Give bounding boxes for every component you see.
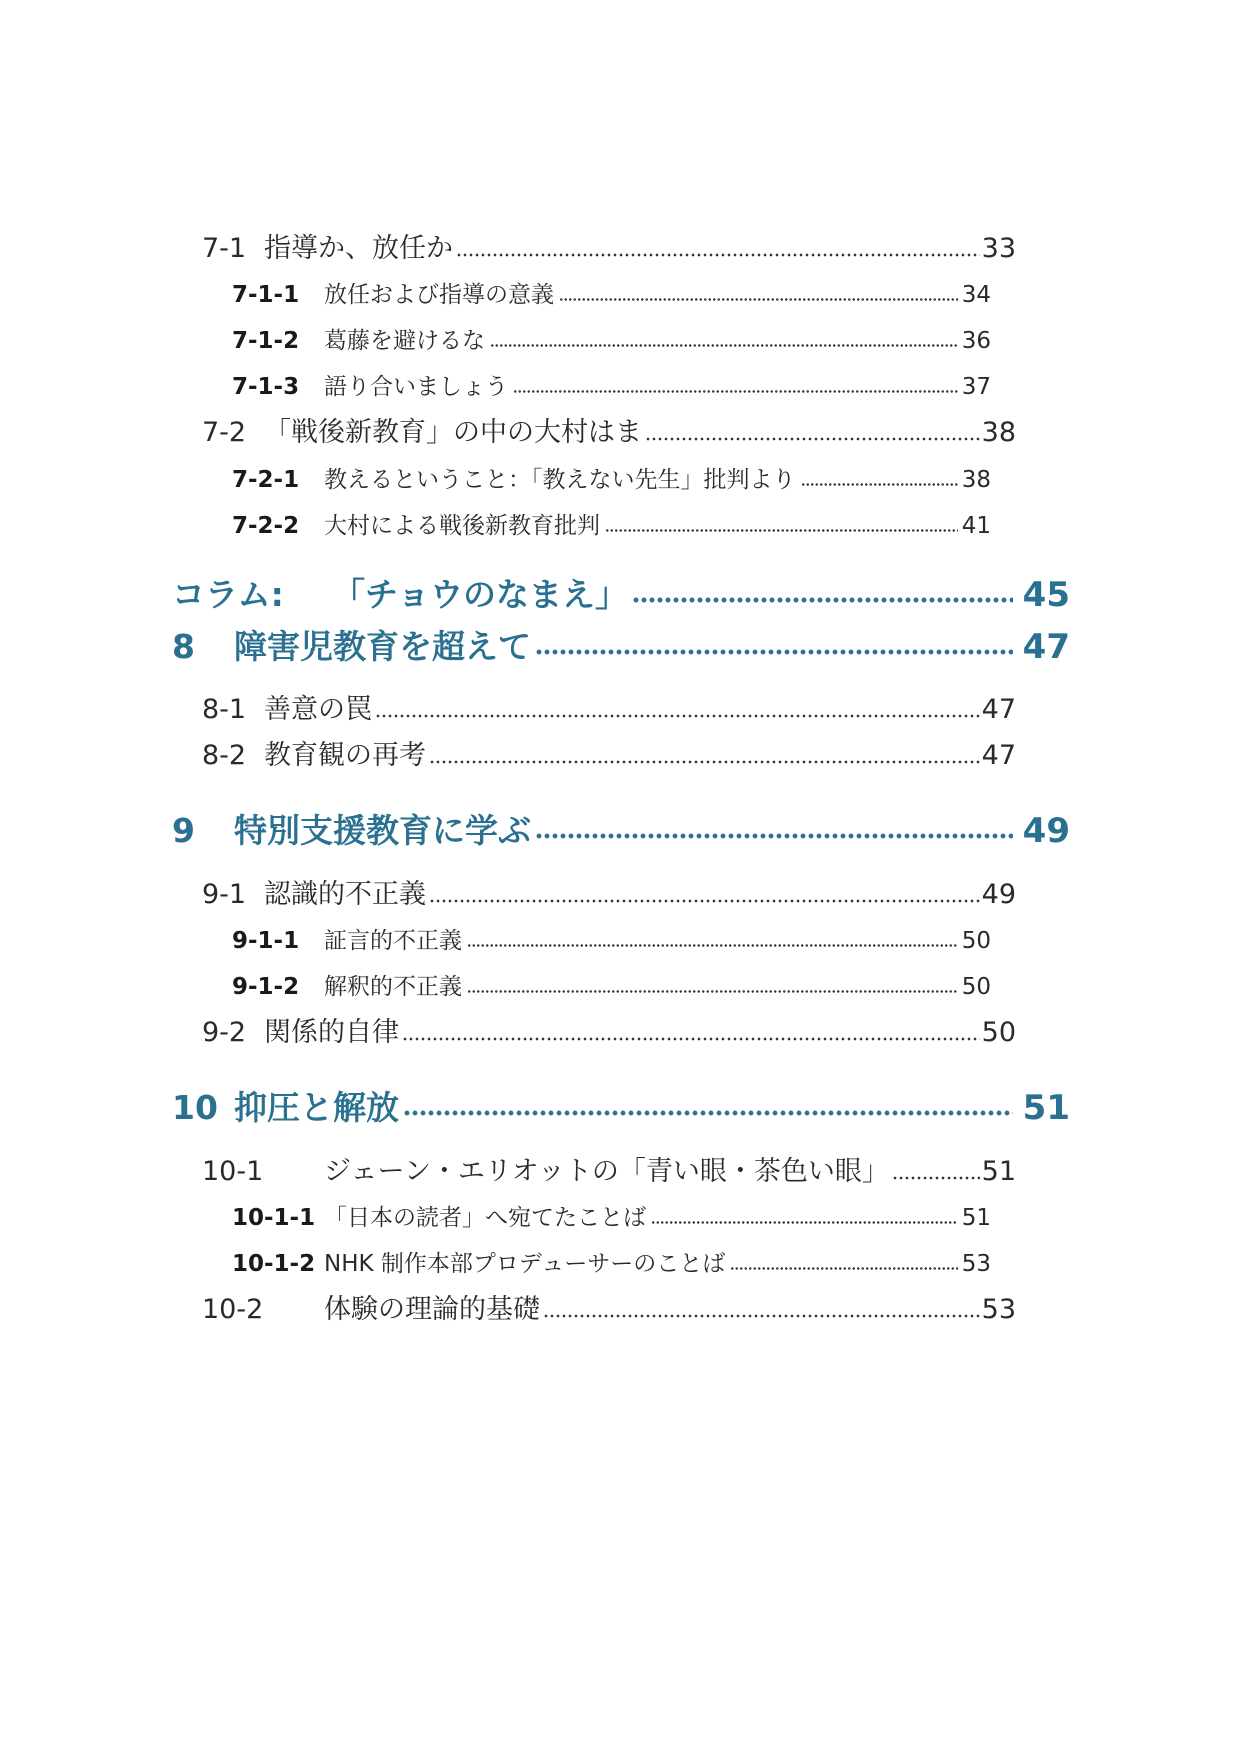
- toc-entry-7-1-2[interactable]: [232, 323, 991, 359]
- toc-entry-9-1-2[interactable]: [232, 969, 991, 1005]
- section-number: 8-2: [202, 740, 247, 771]
- dot-leader: [730, 1246, 958, 1282]
- chapter-number: 8: [172, 627, 195, 666]
- dot-leader: [467, 969, 958, 1005]
- page-number: 34: [961, 282, 991, 308]
- section-title: 教育観の再考: [264, 740, 426, 771]
- subsection-number: 9-1-1: [232, 928, 300, 954]
- section-title: 関係的自律: [264, 1017, 399, 1048]
- dot-leader: [403, 1085, 1013, 1131]
- page-number: 51: [1022, 1088, 1070, 1128]
- toc-chapter-10[interactable]: [172, 1085, 1070, 1131]
- section-title: ジェーン・エリオットの「青い眼・茶色い眼」: [324, 1156, 889, 1187]
- subsection-number: 9-1-2: [232, 974, 300, 1000]
- subsection-title: 解釈的不正義: [324, 974, 462, 1000]
- page-number: 47: [1022, 627, 1070, 667]
- dot-leader: [490, 323, 958, 359]
- dot-leader: [645, 413, 980, 453]
- page-number: 51: [981, 1156, 1016, 1187]
- page-number: 50: [961, 974, 991, 1000]
- section-number: 7-2: [202, 417, 247, 448]
- subsection-title: 「日本の読者」へ宛てたことば: [324, 1205, 646, 1231]
- subsection-title: 語り合いましょう: [324, 374, 508, 400]
- subsection-number: 7-1-3: [232, 374, 300, 400]
- section-number: 10-2: [202, 1294, 264, 1325]
- column-label: コラム:: [172, 575, 284, 614]
- subsection-number: 7-2-1: [232, 467, 300, 493]
- page-number: 38: [961, 467, 991, 493]
- section-title: 善意の罠: [264, 694, 372, 725]
- section-number: 9-1: [202, 879, 247, 910]
- toc-entry-10-2[interactable]: [202, 1290, 1016, 1330]
- page-number: 49: [1022, 811, 1070, 851]
- page-number: 47: [981, 694, 1016, 725]
- section-title: 「戦後新教育」の中の大村はま: [264, 417, 642, 448]
- dot-leader: [513, 369, 958, 405]
- page-number: 45: [1022, 575, 1070, 615]
- subsection-title: 大村による戦後新教育批判: [324, 513, 600, 539]
- page-number: 47: [981, 740, 1016, 771]
- section-title: 認識的不正義: [264, 879, 426, 910]
- page-number: 33: [981, 233, 1016, 264]
- page-number: 53: [961, 1251, 991, 1277]
- page-number: 38: [981, 417, 1016, 448]
- toc-entry-column[interactable]: [172, 572, 1070, 618]
- section-number: 9-2: [202, 1017, 247, 1048]
- page-number: 50: [961, 928, 991, 954]
- subsection-title: 証言的不正義: [324, 928, 462, 954]
- section-number: 7-1: [202, 233, 247, 264]
- subsection-number: 7-1-2: [232, 328, 300, 354]
- toc-entry-9-2[interactable]: [202, 1013, 1016, 1053]
- subsection-title: 教えるということ：「教えない先生」批判より: [324, 467, 796, 493]
- dot-leader: [535, 808, 1013, 854]
- page-number: 37: [961, 374, 991, 400]
- page-number: 49: [981, 879, 1016, 910]
- toc-entry-8-2[interactable]: [202, 736, 1016, 776]
- chapter-title: 特別支援教育に学ぶ: [234, 811, 531, 850]
- page-number: 53: [981, 1294, 1016, 1325]
- dot-leader: [559, 277, 958, 313]
- toc-entry-7-2-2[interactable]: [232, 508, 991, 544]
- page-number: 51: [961, 1205, 991, 1231]
- dot-leader: [651, 1200, 958, 1236]
- section-number: 8-1: [202, 694, 247, 725]
- toc-entry-7-1-3[interactable]: [232, 369, 991, 405]
- subsection-number: 10-1-1: [232, 1205, 316, 1231]
- subsection-number: 7-2-2: [232, 513, 300, 539]
- dot-leader: [429, 736, 980, 776]
- dot-leader: [801, 462, 958, 498]
- subsection-title: 放任および指導の意義: [324, 282, 554, 308]
- toc-chapter-8[interactable]: [172, 624, 1070, 670]
- chapter-number: 9: [172, 811, 195, 850]
- toc-entry-8-1[interactable]: [202, 690, 1016, 730]
- toc-entry-7-1-1[interactable]: [232, 277, 991, 313]
- section-title: 体験の理論的基礎: [324, 1294, 540, 1325]
- toc-chapter-9[interactable]: [172, 808, 1070, 854]
- dot-leader: [456, 229, 980, 269]
- toc-entry-7-2-1[interactable]: [232, 462, 991, 498]
- subsection-title: 葛藤を避けるな: [324, 328, 485, 354]
- section-title: 指導か、放任か: [264, 233, 453, 264]
- dot-leader: [402, 1013, 980, 1053]
- subsection-title: NHK 制作本部プロデューサーのことば: [324, 1251, 726, 1277]
- page-number: 41: [961, 513, 991, 539]
- chapter-title: 抑圧と解放: [234, 1088, 399, 1127]
- dot-leader: [375, 690, 980, 730]
- chapter-title: 障害児教育を超えて: [234, 627, 531, 666]
- toc-entry-7-2[interactable]: [202, 413, 1016, 453]
- dot-leader: [467, 923, 958, 959]
- toc-entry-10-1-1[interactable]: [232, 1200, 991, 1236]
- section-number: 10-1: [202, 1156, 264, 1187]
- page-number: 50: [981, 1017, 1016, 1048]
- toc-entry-10-1-2[interactable]: [232, 1246, 991, 1282]
- dot-leader: [892, 1152, 980, 1192]
- page-number: 36: [961, 328, 991, 354]
- dot-leader: [632, 572, 1013, 618]
- chapter-number: 10: [172, 1088, 218, 1127]
- dot-leader: [535, 624, 1013, 670]
- column-title: 「チョウのなまえ」: [332, 575, 629, 614]
- toc-entry-7-1[interactable]: [202, 229, 1016, 269]
- toc-entry-9-1-1[interactable]: [232, 923, 991, 959]
- subsection-number: 10-1-2: [232, 1251, 316, 1277]
- toc-entry-9-1[interactable]: [202, 875, 1016, 915]
- dot-leader: [605, 508, 958, 544]
- toc-entry-10-1[interactable]: [202, 1152, 1016, 1192]
- dot-leader: [543, 1290, 980, 1330]
- dot-leader: [429, 875, 980, 915]
- subsection-number: 7-1-1: [232, 282, 300, 308]
